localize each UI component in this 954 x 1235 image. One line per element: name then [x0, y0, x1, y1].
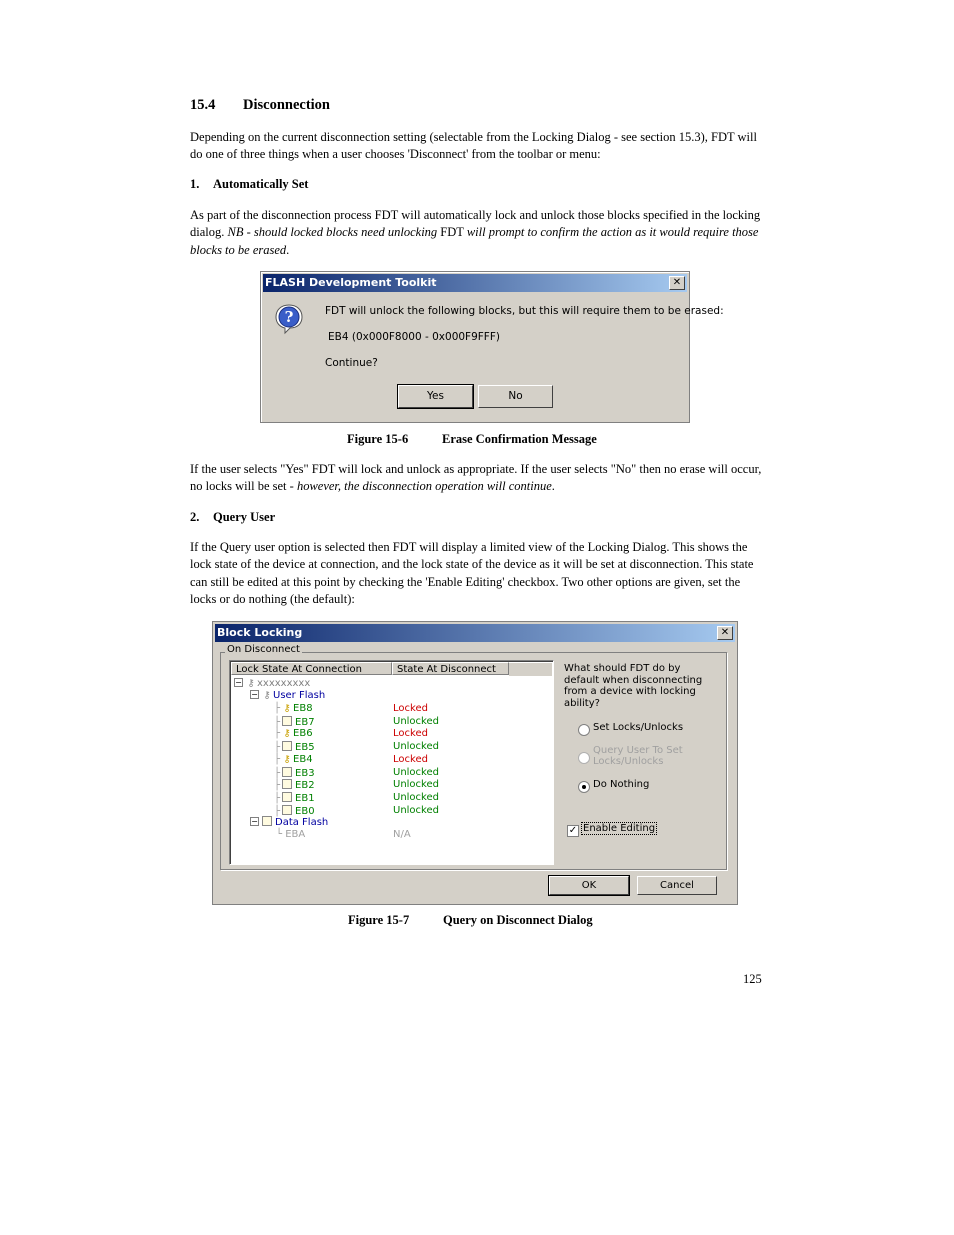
dialog1-title: FLASH Development Toolkit	[265, 276, 437, 289]
block-state: Locked	[393, 728, 428, 740]
item1-title: Automatically Set	[213, 177, 309, 191]
figure1-number: Figure 15-6	[347, 432, 409, 446]
collapse-icon[interactable]: −	[235, 678, 242, 687]
folder-icon	[262, 816, 272, 826]
tree-block-eb4[interactable]	[274, 754, 313, 766]
collapse-icon[interactable]: −	[251, 817, 258, 826]
item1-number: 1.	[190, 177, 200, 191]
tree-eba-state: N/A	[393, 829, 411, 840]
section-number: 15.4	[190, 97, 216, 113]
enable-editing-checkbox[interactable]: ✓	[568, 825, 578, 836]
radio-set-locks[interactable]	[578, 724, 590, 736]
item2-title: Query User	[213, 510, 276, 524]
column-header-connection[interactable]: Lock State At Connection	[231, 662, 392, 675]
page-number: 125	[743, 972, 762, 986]
tree-block-eb3[interactable]	[274, 767, 315, 780]
block-locking-dialog	[212, 621, 738, 905]
key-icon: ⚷	[283, 753, 291, 765]
tree-block-eb1[interactable]	[274, 792, 315, 805]
block-icon	[282, 779, 292, 789]
tree-block-eb6[interactable]	[274, 728, 313, 740]
figure1-caption: Erase Confirmation Message	[442, 432, 597, 446]
tree-connector: ├	[274, 716, 281, 728]
block-state: Locked	[393, 753, 428, 765]
figure2-caption: Query on Disconnect Dialog	[443, 913, 593, 927]
tree-root[interactable]: − ⚷ xxxxxxxxx	[235, 678, 311, 689]
close-icon[interactable]: ✕	[669, 276, 685, 290]
block-name: EB6	[293, 728, 313, 740]
block-state: Locked	[393, 703, 428, 714]
label-do-nothing[interactable]: Do Nothing	[593, 779, 650, 790]
question-icon	[273, 303, 305, 335]
block-name: EB0	[295, 805, 315, 817]
key-icon: ⚷	[247, 678, 255, 689]
item1-paragraph: As part of the disconnection process FDT will automatically lock and unlock those blocks specified in the locking dialog. NB - should locked blocks need unlocking FDT will prompt to confirm the action as it would require those blocks to be erased.	[190, 208, 761, 257]
dialog2-title: Block Locking	[217, 626, 303, 639]
key-icon: ⚷	[283, 703, 291, 714]
tree-connector: ├	[274, 728, 281, 740]
item2-paragraph: If the Query user option is selected then FDT will display a limited view of the Locking Dialog. This shows the lock state of the device at connection, and the lock state of the device as it will be set at disconnection. This state can still be edited at this point by checking the 'Enable Editing' checkbox. Two other options are given, set the locks or do nothing (the default):	[190, 540, 754, 607]
key-icon: ⚷	[263, 690, 271, 701]
intro-paragraph: Depending on the current disconnection setting (selectable from the Locking Dialog - see section 15.3), FDT will do one of three things when a user chooses 'Disconnect' from the toolbar or menu:	[190, 130, 757, 162]
block-state: Unlocked	[393, 715, 439, 727]
block-name: EB8	[293, 703, 313, 714]
block-icon	[282, 767, 292, 777]
block-state: Unlocked	[393, 779, 439, 791]
tree-block-eb8[interactable]	[274, 703, 313, 715]
block-state: Unlocked	[393, 766, 439, 778]
dialog1-continue: Continue?	[325, 357, 378, 369]
tree-connector: ├	[274, 805, 281, 817]
close-icon[interactable]: ✕	[717, 626, 733, 640]
tree-connector: ├	[274, 767, 281, 779]
svg-text:?: ?	[284, 308, 294, 326]
para-after-figure1: If the user selects "Yes" FDT will lock and unlock as appropriate. If the user selects "No" then no erase will occur, no locks will be set - however, the disconnection operation will continue.	[190, 462, 762, 494]
block-state: Unlocked	[393, 791, 439, 803]
tree-connector: ├	[274, 792, 281, 804]
block-name: EB5	[295, 742, 315, 754]
block-name: EB3	[295, 767, 315, 779]
block-icon	[282, 792, 292, 802]
group-label: On Disconnect	[227, 644, 300, 655]
tree-data-flash[interactable]: − Data Flash	[251, 817, 329, 828]
ok-button[interactable]: OK	[549, 876, 629, 895]
yes-button[interactable]: Yes	[398, 385, 473, 408]
tree-user-flash[interactable]: − ⚷ User Flash	[251, 690, 326, 701]
tree-connector: ├	[274, 703, 281, 714]
column-header-filler	[509, 662, 552, 676]
radio-do-nothing[interactable]	[578, 781, 590, 793]
collapse-icon[interactable]: −	[251, 690, 258, 699]
block-tree[interactable]	[229, 660, 554, 865]
block-name: EB2	[295, 780, 315, 792]
no-button[interactable]: No	[478, 385, 553, 408]
tree-block-eb5[interactable]	[274, 741, 315, 754]
block-name: EB7	[295, 716, 315, 728]
dialog1-block-range: EB4 (0x000F8000 - 0x000F9FFF)	[328, 331, 500, 343]
cancel-button[interactable]: Cancel	[637, 876, 717, 895]
label-set-locks[interactable]: Set Locks/Unlocks	[593, 722, 684, 733]
block-icon	[282, 716, 292, 726]
tree-connector: ├	[274, 753, 281, 765]
block-icon	[282, 805, 292, 815]
tree-connector: ├	[274, 742, 281, 754]
block-name: EB4	[293, 753, 313, 765]
tree-eba[interactable]: └ EBA	[276, 829, 306, 840]
block-state: Unlocked	[393, 804, 439, 816]
column-header-disconnect[interactable]: State At Disconnect	[392, 662, 509, 675]
key-icon: ⚷	[283, 728, 291, 740]
dialog2-titlebar	[215, 624, 735, 642]
radio-query-user[interactable]	[578, 752, 590, 764]
block-icon	[282, 741, 292, 751]
tree-connector: ├	[274, 780, 281, 792]
dialog1-titlebar	[263, 274, 687, 292]
tree-block-eb2[interactable]	[274, 779, 315, 792]
tree-block-eb7[interactable]	[274, 716, 315, 729]
block-name: EB1	[295, 792, 315, 804]
default-question: What should FDT do by default when disconnecting from a device with locking ability?	[564, 663, 703, 709]
label-query-user[interactable]: Query User To Set Locks/Unlocks	[593, 745, 683, 767]
item2-number: 2.	[190, 510, 200, 524]
dialog1-message: FDT will unlock the following blocks, but this will require them to be erased:	[325, 305, 724, 317]
block-state: Unlocked	[393, 741, 439, 753]
figure2-number: Figure 15-7	[348, 913, 410, 927]
label-enable-editing[interactable]: Enable Editing	[583, 823, 656, 834]
section-title: Disconnection	[243, 97, 330, 113]
erase-confirmation-dialog	[260, 271, 724, 423]
